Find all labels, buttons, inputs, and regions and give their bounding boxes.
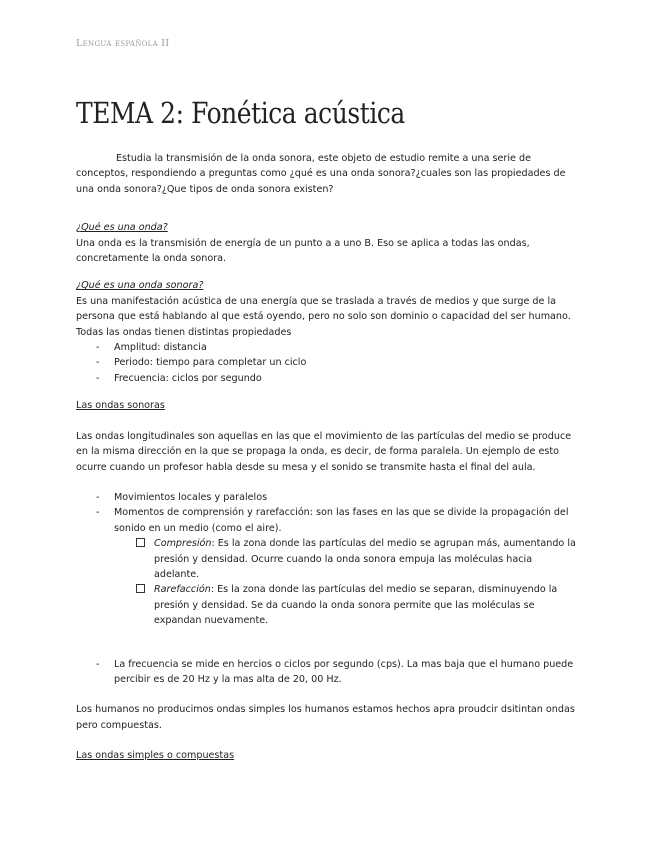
intro-paragraph: Estudia la transmisión de la onda sonora, este objeto de estudio remite a una serie de conceptos, respondiendo a preguntas como ¿qué es una onda sonora?¿cuales son las propiedades de una onda sonora?¿Que tipos de onda sonora existen? [76, 153, 566, 195]
properties-list [76, 340, 578, 386]
paragraph-humanos: Los humanos no producimos ondas simples los humanos estamos hechos apra proudcir dsitintan ondas pero compuestas. [76, 704, 575, 731]
checkbox-rarefaccion[interactable] [136, 584, 145, 593]
heading-ondas-sonoras: Las ondas sonoras [76, 400, 165, 412]
list-item-periodo: - Periodo: tiempo para completar un ciclo [76, 355, 578, 370]
paragraph-onda-sonora: Es una manifestación acústica de una energía que se traslada a través de medios y que surge de la persona que está hablando al que está oyendo, pero no solo son dominio o capacidad del ser humano. Todas las ondas tienen distintas propiedades [76, 295, 571, 338]
course-header: Lengua española II [76, 38, 170, 49]
heading-ondas-simples: Las ondas simples o compuestas [76, 750, 235, 762]
checkbox-compresion[interactable] [136, 538, 145, 547]
text-rarefaccion: : Es la zona donde las partículas del medio se separan, disminuyendo la presión y densidad. Se da cuando la onda sonora permite que las moléculas se expandan nuevamente. [154, 584, 558, 627]
list-item-movimientos: - Movimientos locales y paralelos [76, 490, 578, 505]
text-compresion: : Es la zona donde las partículas del medio se agrupan más, aumentando la presión y densidad. Ocurre cuando la onda sonora empuja las moléculas hacia adelante. [154, 538, 576, 580]
heading-que-es-onda-sonora: ¿Qué es una onda sonora? [76, 280, 204, 292]
term-rarefaccion: Rarefacción [154, 584, 211, 596]
list-item-amplitud: - Amplitud: distancia [76, 340, 578, 355]
list-item-frecuencia: - Frecuencia: ciclos por segundo [76, 371, 578, 386]
page-title: TEMA 2: Fonética acústica [76, 96, 405, 130]
paragraph-ondas-longitudinales: Las ondas longitudinales son aquellas en las que el movimiento de las partículas del medio se produce en la misma dirección en la que se propaga la onda, es decir, de forma paralela. Un ejemplo de esto ocurre cuando un profesor habla desde su mesa y el sonido se transmite hasta el final del aula. [76, 430, 572, 473]
list-item-momentos [76, 505, 578, 628]
phases-checklist [114, 536, 578, 628]
document-body [76, 151, 578, 764]
ondas-features-list [76, 490, 578, 629]
paragraph-onda: Una onda es la transmisión de energía de un punto a a uno B. Eso se aplica a todas las ondas, concretamente la onda sonora. [76, 237, 530, 265]
checklist-item-compresion [114, 536, 578, 582]
frecuencia-list [76, 657, 578, 688]
list-item-frecuencia-hz: - La frecuencia se mide en hercios o ciclos por segundo (cps). La mas baja que el humano puede percibir es de 20 Hz y la mas alta de 20, 00 Hz. [76, 657, 578, 688]
checklist-item-rarefaccion [114, 582, 578, 628]
heading-que-es-onda: ¿Qué es una onda? [76, 222, 168, 234]
list-item-momentos-text: Momentos de comprensión y rarefacción: son las fases en las que se divide la propagación del sonido en un medio (como el aire). [114, 507, 569, 534]
term-compresion: Compresión [154, 538, 212, 550]
